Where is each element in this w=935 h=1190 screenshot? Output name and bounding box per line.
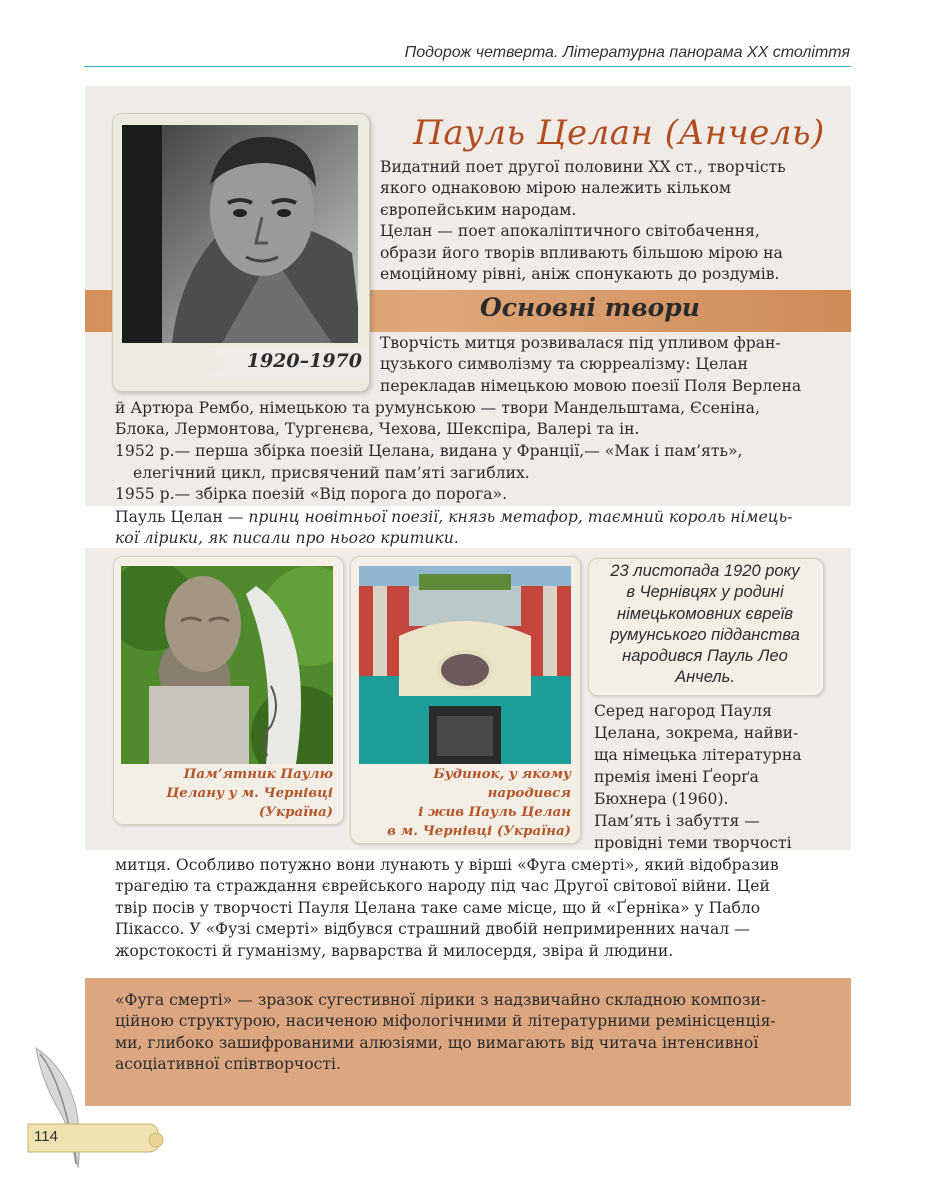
intro-line: образи його творів впливають більшою мірою на bbox=[380, 244, 783, 262]
critics-line bbox=[115, 507, 792, 528]
awards-line: Серед нагород Пауля bbox=[594, 702, 772, 720]
monument-photo bbox=[121, 566, 333, 764]
awards-line: премія імені Ґеорґа bbox=[594, 768, 759, 786]
intro-line: європейським народам. bbox=[380, 201, 577, 219]
birth-note-line: Анчель. bbox=[675, 668, 735, 687]
awards-line: Целана, зокрема, найви- bbox=[594, 724, 799, 742]
awards-continuation-line: твір посів у творчості Пауля Целана таке саме місце, що й «Ґерніка» у Пабло bbox=[115, 899, 761, 917]
quote-line: ми, глибоко зашифрованими алюзіями, що вимагають від читача інтенсивної bbox=[115, 1034, 759, 1052]
page-number: 114 bbox=[34, 1128, 58, 1145]
quote-line: ційною структурою, насиченою міфологічними й літературними ремінісценція- bbox=[115, 1012, 776, 1030]
awards-line: Пам’ять і забуття — bbox=[594, 812, 760, 830]
birth-note-line: румунського підданства bbox=[610, 625, 800, 644]
awards-continuation-line: жорстокості й гуманізму, варварства й милосердя, звіра й людини. bbox=[115, 942, 674, 960]
birth-note bbox=[588, 561, 822, 689]
birth-note-line: в Чернівцях у родині bbox=[626, 583, 784, 602]
critics-prefix: Пауль Целан — bbox=[115, 508, 249, 526]
works-line: Творчість митця розвивалася під упливом фран- bbox=[380, 334, 781, 352]
header-rule bbox=[84, 66, 851, 67]
awards-line: провідні теми творчості bbox=[594, 834, 792, 852]
birth-note-line: німецькомовних євреїв bbox=[617, 604, 793, 623]
works-line: цузького символізму та сюрреалізму: Целан bbox=[380, 355, 748, 373]
awards-line: ща німецька літературна bbox=[594, 746, 802, 764]
birth-note-line: 23 листопада 1920 року bbox=[610, 562, 800, 580]
house-caption-line: в м. Чернівці (Україна) bbox=[387, 823, 571, 839]
monument-caption-line: Целану у м. Чернівці bbox=[166, 785, 333, 801]
awards-line: Бюхнера (1960). bbox=[594, 790, 729, 808]
house-caption-line: Будинок, у якому bbox=[433, 766, 571, 782]
author-name: Пауль Целан (Анчель) bbox=[413, 113, 825, 153]
running-title: Подорож четверта. Літературна панорама ХХ століття bbox=[404, 44, 850, 61]
works-line: й Артюра Рембо, німецькою та румунською — твори Мандельштама, Єсеніна, bbox=[115, 399, 760, 417]
awards-continuation-line: Пікассо. У «Фузі смерті» відбувся страшний двобій непримиренних начал — bbox=[115, 920, 750, 938]
house-caption-line: народився bbox=[487, 785, 571, 801]
author-portrait bbox=[122, 125, 358, 343]
house-photo bbox=[359, 566, 571, 764]
house-caption-line: і жив Пауль Целан bbox=[418, 804, 571, 820]
works-line: 1955 р.— збірка поезій «Від порога до порога». bbox=[115, 485, 508, 503]
critics-quote: принц новітньої поезії, князь метафор, таємний король німець- bbox=[248, 508, 793, 526]
quote-line: асоціативної співтворчості. bbox=[115, 1055, 341, 1073]
monument-caption-line: (Україна) bbox=[258, 804, 333, 820]
intro-line: Целан — поет апокаліптичного світобачення, bbox=[380, 222, 760, 240]
works-heading: Основні твори bbox=[480, 293, 700, 322]
quote-line: «Фуга смерті» — зразок сугестивної лірики з надзвичайно складною компози- bbox=[115, 991, 767, 1009]
quill-icon bbox=[18, 1040, 168, 1170]
critics-line: кої лірики, як писали про нього критики. bbox=[115, 529, 459, 547]
works-line: перекладав німецькою мовою поезії Поля Верлена bbox=[380, 377, 802, 395]
intro-line: якого однаковою мірою належить кільком bbox=[380, 179, 732, 197]
works-line: Блока, Лермонтова, Тургенєва, Чехова, Шекспіра, Валері та ін. bbox=[115, 420, 640, 438]
awards-continuation-line: трагедію та страждання єврейського народу під час Другої світової війни. Цей bbox=[115, 877, 770, 895]
monument-caption-line: Пам’ятник Паулю bbox=[183, 766, 333, 782]
birth-note-line: народився Пауль Лео bbox=[622, 647, 788, 666]
awards-continuation-line: митця. Особливо потужно вони лунають у вірші «Фуга смерті», який відобразив bbox=[115, 856, 779, 874]
works-line: елегічний цикл, присвячений пам’яті загиблих. bbox=[133, 464, 530, 482]
life-years: 1920–1970 bbox=[246, 350, 362, 372]
intro-line: Видатний поет другої половини ХХ ст., творчість bbox=[380, 158, 786, 176]
works-line: 1952 р.— перша збірка поезій Целана, видана у Франції,— «Мак і пам’ять», bbox=[115, 442, 743, 460]
intro-line: емоційному рівні, аніж спонукають до роздумів. bbox=[380, 265, 780, 283]
